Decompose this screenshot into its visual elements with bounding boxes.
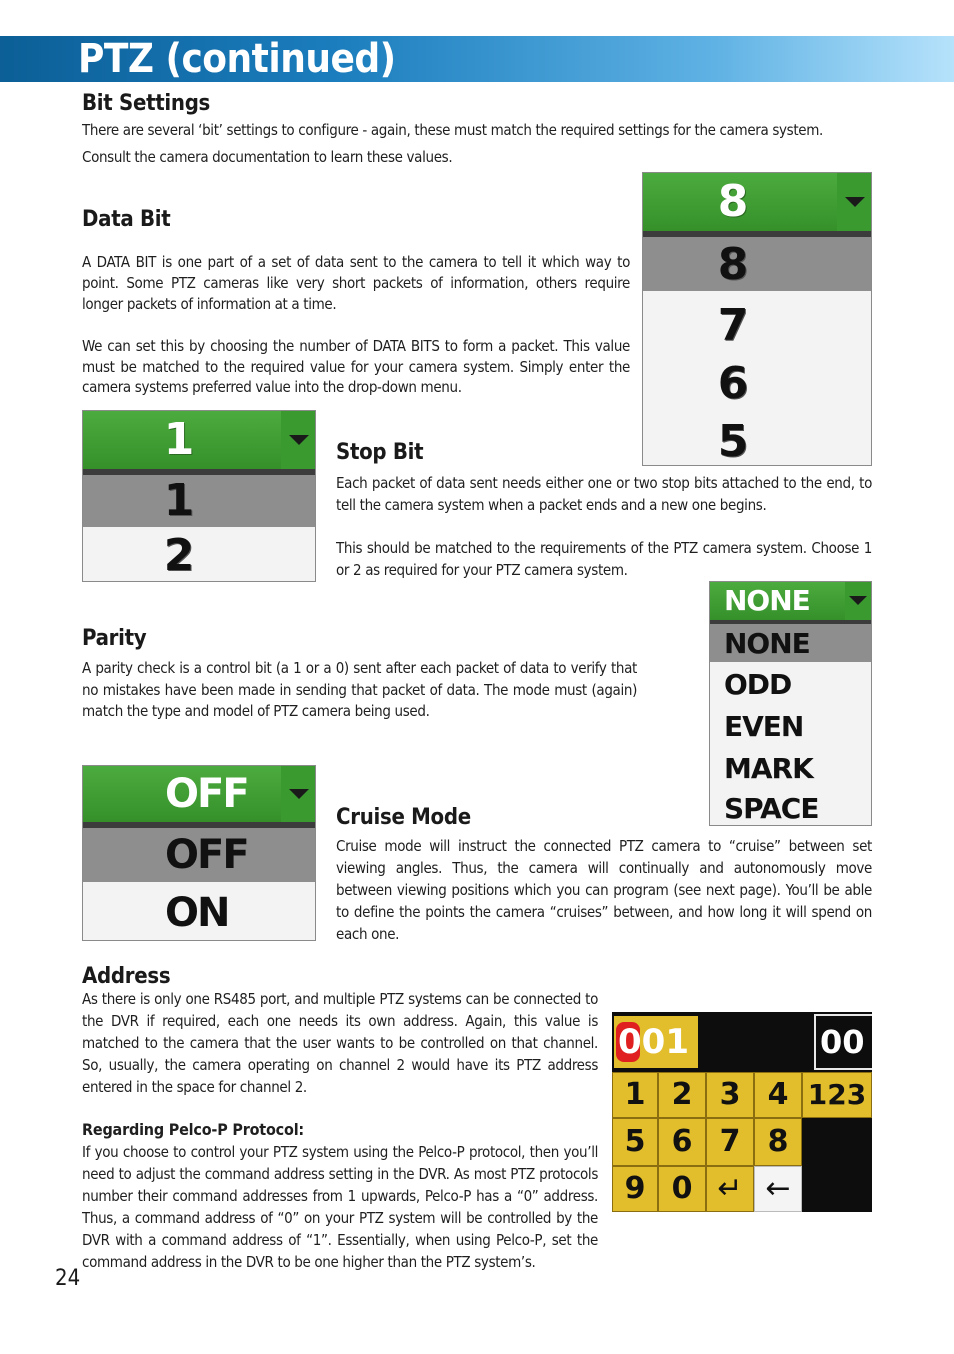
parity-dropdown[interactable]	[709, 581, 872, 826]
dropdown-option-label: MARK	[724, 752, 813, 785]
parity-heading: Parity	[82, 626, 147, 651]
address-max-display	[814, 1014, 872, 1070]
keypad-key-5[interactable]: 5	[612, 1118, 658, 1166]
data-bit-dropdown[interactable]	[642, 172, 872, 466]
stop-bit-dropdown-header[interactable]	[83, 411, 315, 469]
dropdown-option-label: EVEN	[724, 710, 804, 743]
dropdown-option[interactable]	[710, 788, 871, 826]
keypad-key-mode[interactable]: 123	[802, 1072, 872, 1118]
cruise-mode-heading: Cruise Mode	[336, 805, 471, 830]
dropdown-option-label: 2	[163, 530, 195, 581]
backspace-icon[interactable]: ←	[754, 1166, 802, 1212]
page-title: PTZ (continued)	[78, 36, 396, 82]
chevron-down-icon[interactable]	[281, 411, 315, 469]
dropdown-option-label: ON	[165, 890, 229, 936]
address-keypad[interactable]	[612, 1012, 872, 1212]
keypad-key-8[interactable]: 8	[754, 1118, 802, 1166]
address-para2: If you choose to control your PTZ system using the Pelco-P protocol, then you’ll need to adjust the command address setting in the DVR. As most PTZ protocols number their command addresses from 1 upwards, Pelco-P has a “0” address. Thus, a command address of “0” on your PTZ system will be controlled by the DVR with a command address of “1”. Essentially, when using Pelco-P, set the command address in the DVR to be one higher than the PTZ system’s.	[82, 1143, 598, 1271]
dropdown-option-highlighted[interactable]	[83, 828, 315, 882]
data-bit-para2: We can set this by choosing the number of DATA BITS to form a packet. This value must be matched to the required value for your camera system. Simply enter the camera systems preferred value into the drop-down menu.	[82, 337, 630, 396]
pelco-p-subheading: Regarding Pelco-P Protocol:	[82, 1120, 304, 1139]
stop-bit-selected-value: 1	[163, 414, 195, 465]
chevron-down-icon[interactable]	[281, 766, 315, 822]
dropdown-option[interactable]	[643, 355, 871, 411]
data-bit-heading: Data Bit	[82, 207, 171, 232]
dropdown-option-highlighted[interactable]	[643, 237, 871, 291]
dropdown-option-label: 5	[717, 416, 749, 466]
dropdown-option-label: SPACE	[724, 792, 819, 825]
keypad-key-7[interactable]: 7	[706, 1118, 754, 1166]
data-bit-selected-value: 8	[717, 176, 749, 227]
dropdown-option-label: OFF	[165, 832, 248, 878]
dropdown-option-label: 8	[717, 239, 749, 290]
bit-settings-intro: There are several ‘bit’ settings to configure - again, these must match the required settings for the camera system. Consult the camera documentation to learn these values.	[82, 121, 823, 166]
parity-para1: A parity check is a control bit (a 1 or a 0) sent after each packet of data to verify that no mistakes have been made in sending that packet of data. The mode must (again) match the type and model of PTZ camera being used.	[82, 659, 637, 720]
dropdown-option-highlighted[interactable]	[710, 624, 871, 662]
stop-bit-dropdown[interactable]	[82, 410, 316, 582]
dropdown-option[interactable]	[83, 529, 315, 582]
address-max-value: 00	[820, 1023, 865, 1061]
keypad-key-1[interactable]: 1	[612, 1072, 658, 1118]
dropdown-option-label: ODD	[724, 668, 792, 701]
bit-settings-heading: Bit Settings	[82, 91, 211, 116]
dropdown-option[interactable]	[710, 664, 871, 704]
parity-dropdown-header[interactable]	[710, 582, 871, 620]
data-bit-dropdown-header[interactable]	[643, 173, 871, 231]
stop-bit-para1: Each packet of data sent needs either one or two stop bits attached to the end, to tell the camera system when a packet ends and a new one begins.	[336, 474, 872, 514]
dropdown-option[interactable]	[710, 748, 871, 788]
dropdown-option-highlighted[interactable]	[83, 475, 315, 527]
keypad-key-3[interactable]: 3	[706, 1072, 754, 1118]
dropdown-option[interactable]	[643, 297, 871, 353]
cruise-mode-selected-value: OFF	[165, 771, 248, 817]
keypad-key-4[interactable]: 4	[754, 1072, 802, 1118]
dropdown-option-label: 7	[717, 300, 749, 351]
enter-icon[interactable]: ↵	[706, 1166, 754, 1212]
dropdown-option-label: 1	[163, 475, 195, 526]
address-display	[614, 1016, 698, 1068]
keypad-key-9[interactable]: 9	[612, 1166, 658, 1212]
chevron-down-icon[interactable]	[845, 582, 871, 620]
dropdown-option[interactable]	[643, 413, 871, 466]
cruise-mode-para1: Cruise mode will instruct the connected PTZ camera to “cruise” between set viewing angles. Thus, the camera will continually and autonomously move between viewing positions which you can program (see next page). You’ll be able to define the points the camera “cruises” between, and how long it will spend on each one.	[336, 837, 872, 943]
data-bit-para1: A DATA BIT is one part of a set of data sent to the camera to tell it which way to point. Some PTZ cameras like very short packets of information, others require longer packets of information at a time.	[82, 253, 630, 313]
dropdown-option-label: 6	[717, 358, 749, 409]
cruise-mode-dropdown[interactable]	[82, 765, 316, 941]
dropdown-option[interactable]	[83, 884, 315, 941]
keypad-key-2[interactable]: 2	[658, 1072, 706, 1118]
dropdown-option[interactable]	[710, 706, 871, 746]
address-heading: Address	[82, 964, 171, 989]
address-display-value: 001	[618, 1022, 689, 1062]
chevron-down-icon[interactable]	[837, 173, 871, 231]
keypad-key-0[interactable]: 0	[658, 1166, 706, 1212]
address-para1: As there is only one RS485 port, and multiple PTZ systems can be connected to the DVR if required, each one needs its own address. Again, this value is matched to the camera that the user wants to be controlled on that channel. So, usually, the camera operating on channel 2 would have its PTZ address entered in the space for channel 2.	[82, 990, 598, 1096]
dropdown-option-label: NONE	[724, 627, 810, 660]
stop-bit-para2: This should be matched to the requirements of the PTZ camera system. Choose 1 or 2 as required for your PTZ camera system.	[336, 539, 872, 579]
stop-bit-heading: Stop Bit	[336, 440, 424, 465]
page-number: 24	[55, 1266, 81, 1291]
parity-selected-value: NONE	[724, 584, 810, 617]
keypad-key-6[interactable]: 6	[658, 1118, 706, 1166]
cruise-mode-dropdown-header[interactable]	[83, 766, 315, 822]
